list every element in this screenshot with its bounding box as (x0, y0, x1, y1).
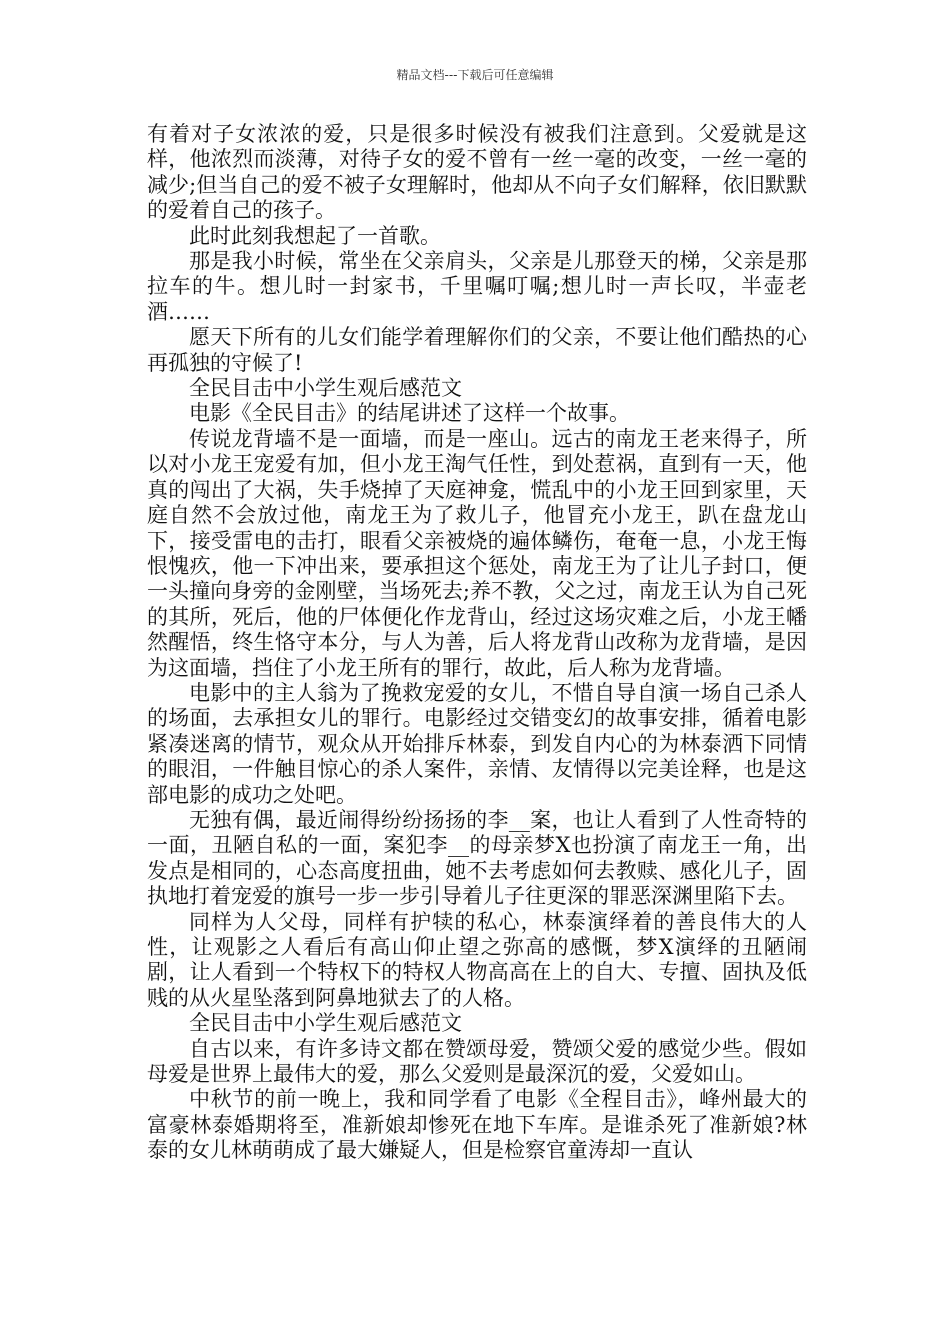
paragraph: 电影《全民目击》的结尾讲述了这样一个故事。 (189, 401, 630, 426)
section-title: 全民目击中小学生观后感范文 (189, 376, 462, 401)
paragraph: 有着对子女浓浓的爱，只是很多时候没有被我们注意到。父爱就是这样，他浓烈而淡薄，对待子女的爱不曾有一丝一毫的改变，一丝一毫的减少;但当自己的爱不被子女理解时，他却从不向子女们解释，依旧默默的爱着自己的孩子。 (147, 122, 807, 223)
section-title: 全民目击中小学生观后感范文 (189, 1011, 462, 1036)
paragraph: 中秋节的前一晚上，我和同学看了电影《全程目击》，峰州最大的富豪林泰婚期将至，准新娘却惨死在地下车库。是谁杀死了准新娘?林泰的女儿林萌萌成了最大嫌疑人，但是检察官童涛却一直认 (147, 1087, 807, 1163)
paragraph: 此时此刻我想起了一首歌。 (189, 223, 441, 248)
paragraph: 无独有偶，最近闹得纷纷扬扬的李__案，也让人看到了人性奇特的一面，丑陋自私的一面，案犯李__的母亲梦X也扮演了南龙王一角，出发点是相同的，心态高度扭曲，她不去考虑如何去教赎、感化儿子，固执地打着宠爱的旗号一步一步引导着儿子往更深的罪恶深渊里陷下去。 (147, 807, 807, 909)
paragraph: 传说龙背墙不是一面墙，而是一座山。远古的南龙王老来得子，所以对小龙王宠爱有加，但小龙王淘气任性，到处惹祸，直到有一天，他真的闯出了大祸，失手烧掉了天庭神龛，慌乱中的小龙王回到家里，天庭自然不会放过他，南龙王为了救儿子，他冒充小龙王，趴在盘龙山下，接受雷电的击打，眼看父亲被烧的遍体鳞伤，奄奄一息，小龙王悔恨愧疚，他一下冲出来，要承担这个惩处，南龙王为了让儿子封口，便一头撞向身旁的金刚壁，当场死去;养不教，父之过，南龙王认为自己死的其所，死后，他的尸体便化作龙背山，经过这场灾难之后，小龙王幡然醒悟，终生恪守本分，与人为善，后人将龙背山改称为龙背墙，是因为这面墙，挡住了小龙王所有的罪行，故此，后人称为龙背墙。 (147, 426, 807, 680)
paragraph: 自古以来，有许多诗文都在赞颂母爱，赞颂父爱的感觉少些。假如母爱是世界上最伟大的爱，那么父爱则是最深沉的爱，父爱如山。 (147, 1036, 807, 1087)
paragraph: 电影中的主人翁为了挽救宠爱的女儿，不惜自导自演一场自己杀人的场面，去承担女儿的罪行。电影经过交错变幻的故事安排，循着电影紧凑迷离的情节，观众从开始排斥林泰，到发自内心的为林泰洒下同情的眼泪，一件触目惊心的杀人案件，亲情、友情得以完美诠释，也是这部电影的成功之处吧。 (147, 680, 807, 807)
paragraph: 同样为人父母，同样有护犊的私心，林泰演绎着的善良伟大的人性，让观影之人看后有高山仰止望之弥高的感慨，梦X演绎的丑陋闹剧，让人看到一个特权下的特权人物高高在上的自大、专擅、固执及低贱的从火星坠落到阿鼻地狱去了的人格。 (147, 909, 807, 1010)
document-body (147, 122, 807, 1164)
page-header: 精品文档---下载后可任意编辑 (396, 68, 554, 82)
paragraph: 愿天下所有的儿女们能学着理解你们的父亲，不要让他们酷热的心再孤独的守候了! (147, 325, 807, 375)
paragraph: 那是我小时候，常坐在父亲肩头，父亲是儿那登天的梯，父亲是那拉车的牛。想儿时一封家书，千里嘱叮嘱;想儿时一声长叹，半壶老酒…… (147, 249, 807, 324)
